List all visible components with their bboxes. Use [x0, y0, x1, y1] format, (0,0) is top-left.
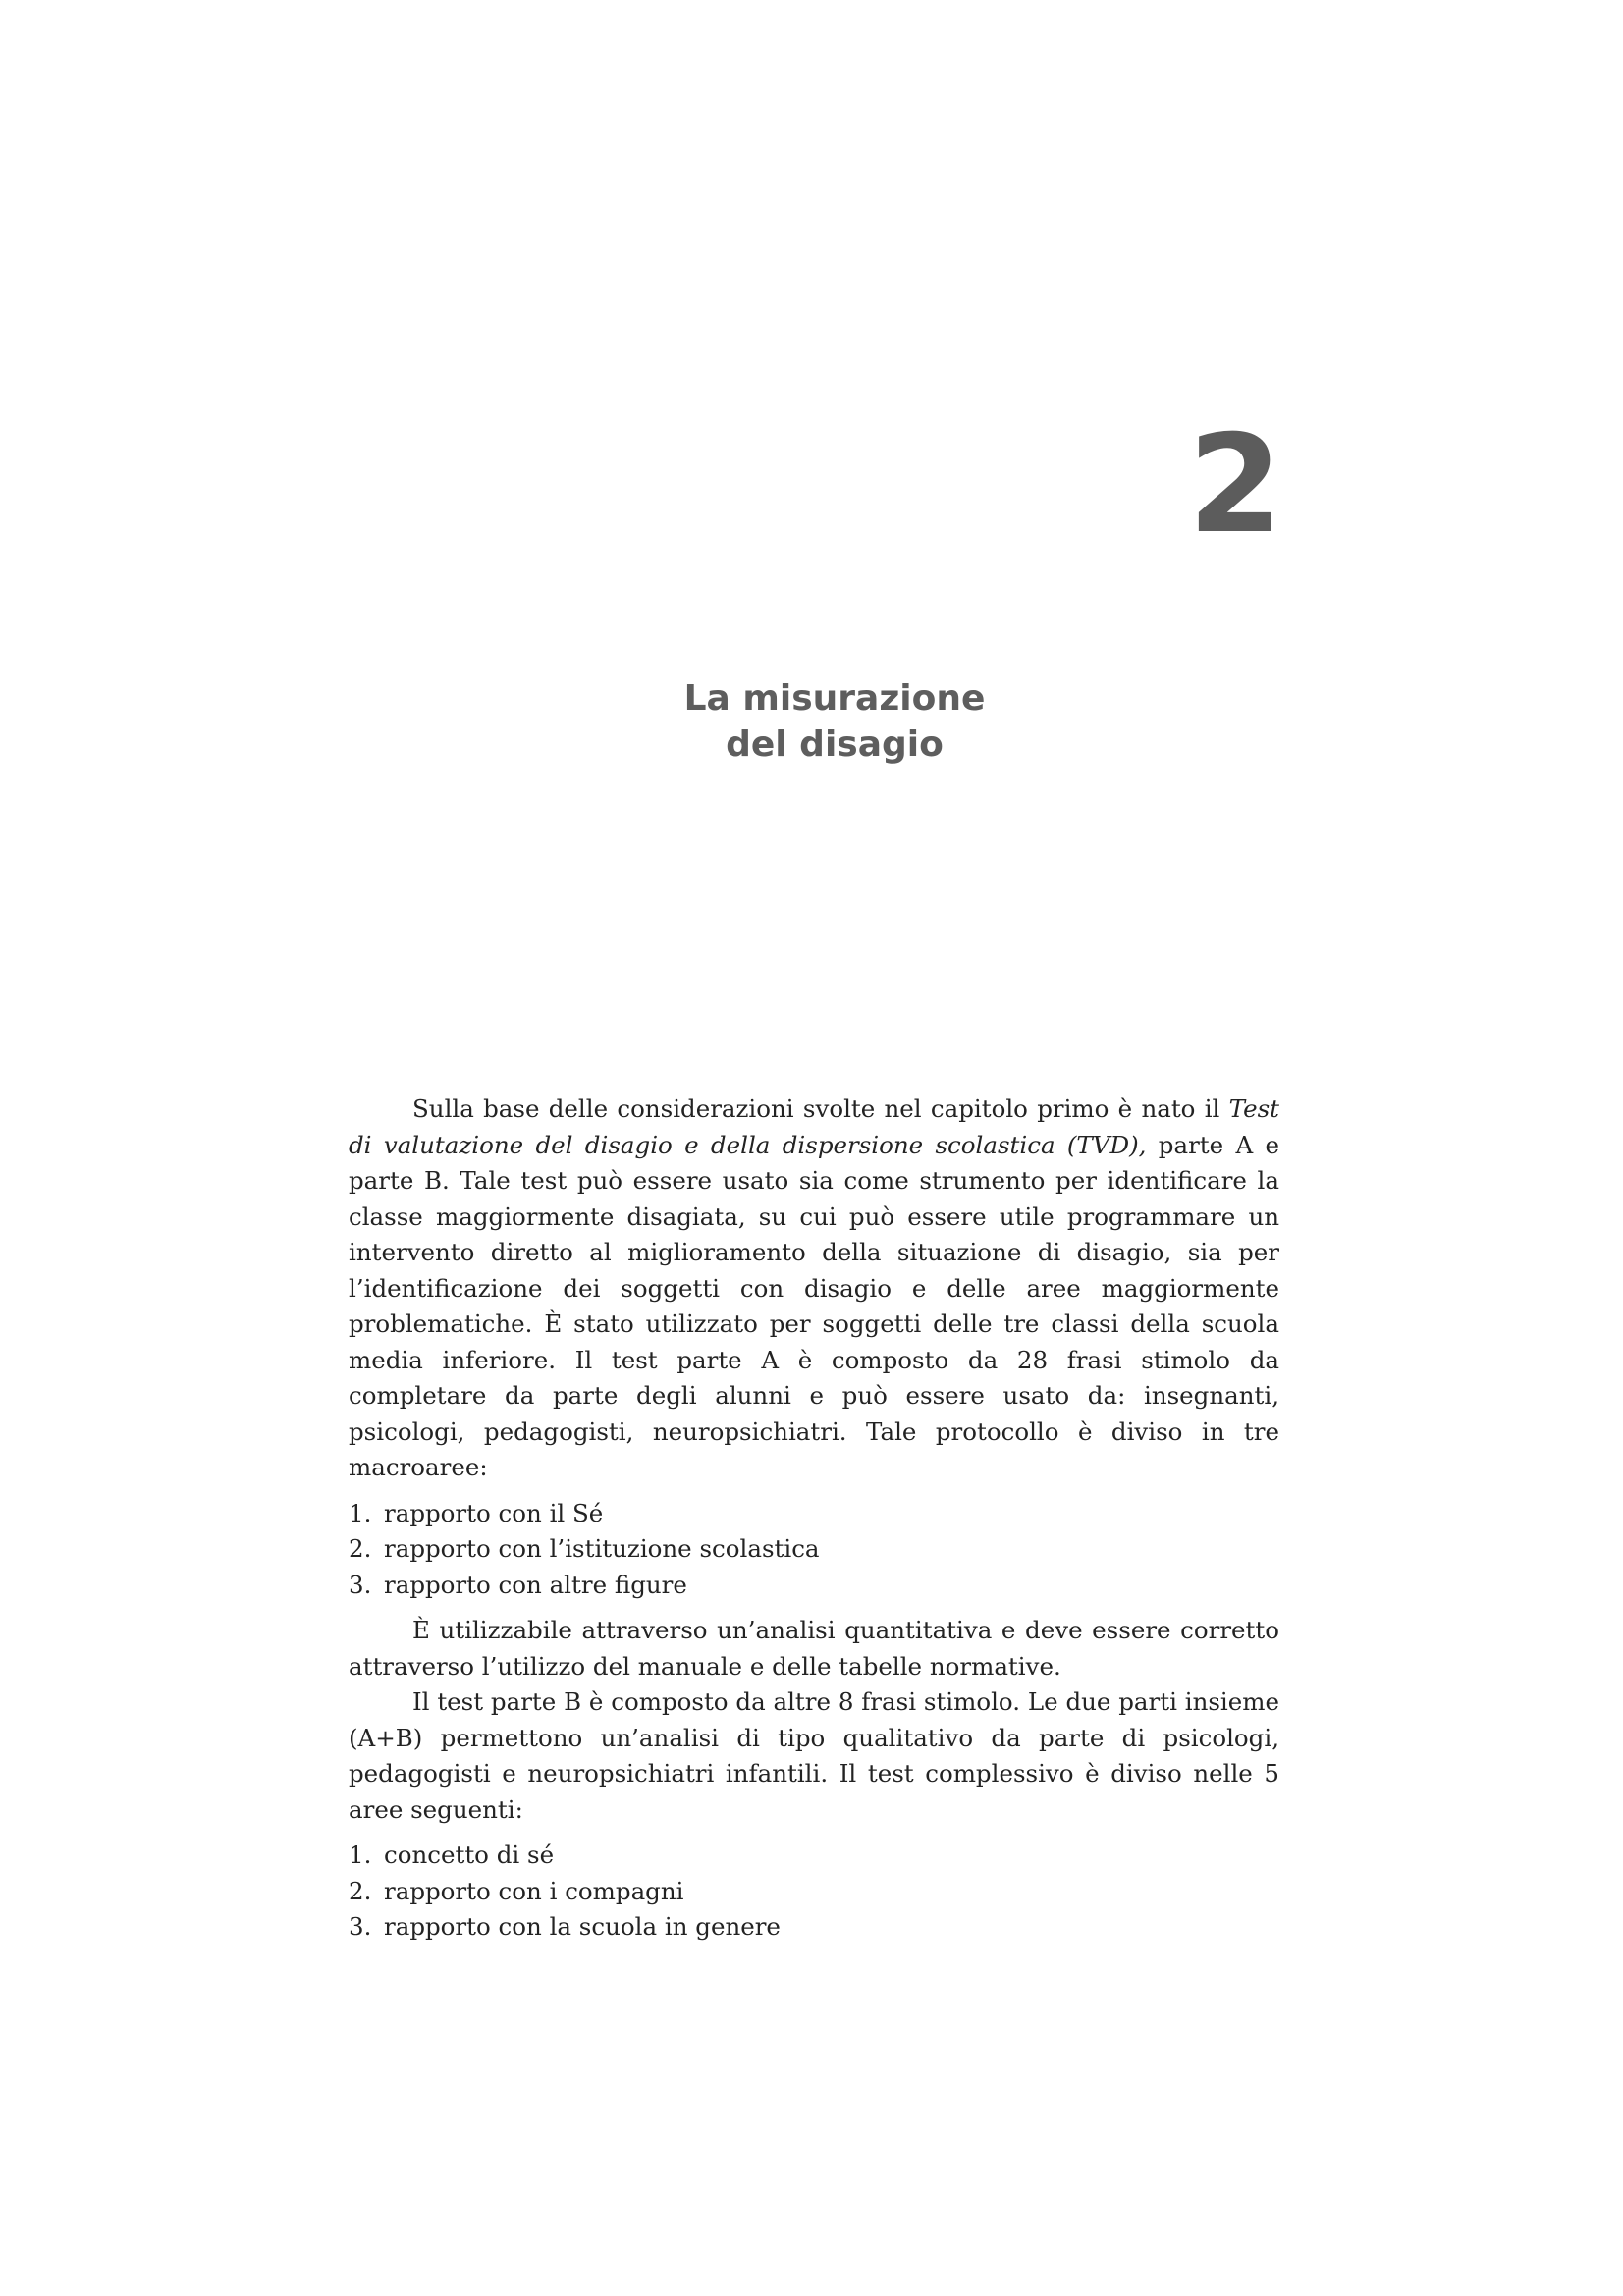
list-item	[349, 1531, 1279, 1568]
macroareas-list	[349, 1496, 1279, 1604]
list-item-number: 1.	[349, 1498, 372, 1527]
list-item-text: rapporto con la scuola in genere	[384, 1912, 781, 1941]
list-item-text: rapporto con l’istituzione scolastica	[384, 1534, 820, 1563]
list-item	[349, 1568, 1279, 1604]
list-item	[349, 1496, 1279, 1532]
test-name-italic: Test di valutazione del disagio e della dispersione scolastica (TVD),	[349, 1095, 1279, 1159]
chapter-title	[550, 675, 1119, 768]
list-item-number: 2.	[349, 1534, 372, 1563]
chapter-title-line-1: La misurazione	[683, 678, 986, 719]
list-item-number: 3.	[349, 1570, 372, 1599]
paragraph-part-b: Il test parte B è composto da altre 8 frasi stimolo. Le due parti insieme (A+B) permettono un’analisi di tipo qualitativo da parte di psicologi, pedagogisti e neuropsichiatri infantili. Il test complessivo è diviso nelle 5 aree seguenti:	[349, 1687, 1279, 1824]
list-item-number: 1.	[349, 1841, 372, 1869]
body-text	[349, 1092, 1279, 1955]
list-item	[349, 1909, 1279, 1946]
list-item-number: 3.	[349, 1912, 372, 1941]
paragraph-intro-lead: Sulla base delle considerazioni svolte nel capitolo primo è nato il	[412, 1095, 1229, 1123]
list-item	[349, 1838, 1279, 1874]
paragraph-intro-rest: parte A e parte B. Tale test può essere usato sia come strumento per identificare la classe maggiormente disagiata, su cui può essere utile programmare un intervento diretto al miglioramento della situazione di disagio, sia per l’identificazione dei soggetti con disagio e delle aree maggiormente problematiche. È stato utilizzato per soggetti delle tre classi della scuola media inferiore. Il test parte A è composto da 28 frasi stimolo da completare da parte degli alunni e può essere usato da: insegnanti, psicologi, pedagogisti, neuropsichiatri. Tale protocollo è diviso in tre macroaree:	[349, 1130, 1279, 1481]
areas-list	[349, 1838, 1279, 1946]
chapter-number: 2	[1187, 405, 1278, 563]
list-item	[349, 1874, 1279, 1910]
list-item-number: 2.	[349, 1876, 372, 1905]
list-item-text: rapporto con i compagni	[384, 1876, 684, 1905]
list-item-text: concetto di sé	[384, 1841, 555, 1869]
paragraph-intro	[349, 1092, 1279, 1486]
paragraph-quantitative: È utilizzabile attraverso un’analisi quantitativa e deve essere corretto attraverso l’utilizzo del manuale e delle tabelle normative.	[349, 1616, 1279, 1681]
list-item-text: rapporto con altre figure	[384, 1570, 687, 1599]
chapter-title-line-2: del disagio	[726, 724, 944, 765]
list-item-text: rapporto con il Sé	[384, 1498, 604, 1527]
